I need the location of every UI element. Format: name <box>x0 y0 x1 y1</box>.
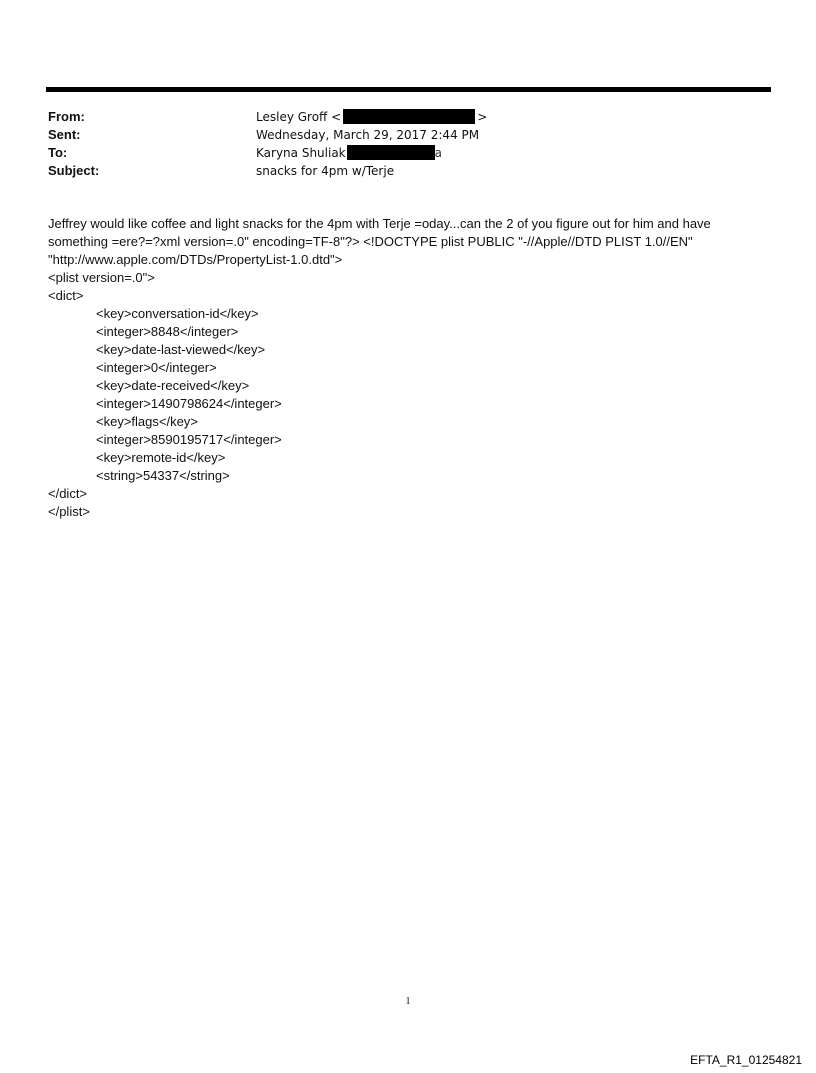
email-body <box>48 215 768 521</box>
body-line: <key>date-received</key> <box>96 378 250 393</box>
body-line: Jeffrey would like coffee and light snacks for the 4pm with Terje =oday...can the 2 of you figure out for him and have <box>48 216 711 231</box>
body-line: <dict> <box>48 288 84 303</box>
to-row <box>48 144 748 162</box>
body-line: "http://www.apple.com/DTDs/PropertyList-1.0.dtd"> <box>48 252 343 267</box>
from-close: > <box>477 110 488 124</box>
to-value <box>256 144 442 162</box>
body-line: <integer>0</integer> <box>96 360 217 375</box>
body-line: <integer>1490798624</integer> <box>96 396 282 411</box>
body-line: <key>flags</key> <box>96 414 198 429</box>
redaction-box <box>347 145 435 160</box>
redaction-box <box>343 109 475 124</box>
body-line: <key>date-last-viewed</key> <box>96 342 266 357</box>
from-value <box>256 108 487 126</box>
body-line: <key>conversation-id</key> <box>96 306 259 321</box>
to-label: To: <box>48 145 68 160</box>
page-number: 1 <box>405 996 411 1007</box>
subject-label: Subject: <box>48 163 100 178</box>
sent-row <box>48 126 748 144</box>
from-name: Lesley Groff < <box>256 110 342 124</box>
sent-label: Sent: <box>48 127 81 142</box>
body-line: <key>remote-id</key> <box>96 450 226 465</box>
body-line: <plist version=.0"> <box>48 270 155 285</box>
from-row <box>48 108 748 126</box>
body-line: something =ere?=?xml version=.0" encoding=TF-8"?> <!DOCTYPE plist PUBLIC "-//Apple//DTD PLIST 1.0//EN" <box>48 234 693 249</box>
body-line: <string>54337</string> <box>96 468 230 483</box>
subject-value: snacks for 4pm w/Terje <box>256 164 395 178</box>
body-line: </plist> <box>48 504 90 519</box>
to-name: Karyna Shuliak <box>256 146 346 160</box>
body-line: <integer>8590195717</integer> <box>96 432 282 447</box>
body-line: </dict> <box>48 486 88 501</box>
header-divider <box>46 87 771 92</box>
body-line: <integer>8848</integer> <box>96 324 239 339</box>
sent-value: Wednesday, March 29, 2017 2:44 PM <box>256 128 480 142</box>
from-label: From: <box>48 109 85 124</box>
email-header <box>48 108 748 180</box>
to-trail: a <box>434 146 442 160</box>
subject-row <box>48 162 748 180</box>
document-id: EFTA_R1_01254821 <box>690 1053 802 1067</box>
